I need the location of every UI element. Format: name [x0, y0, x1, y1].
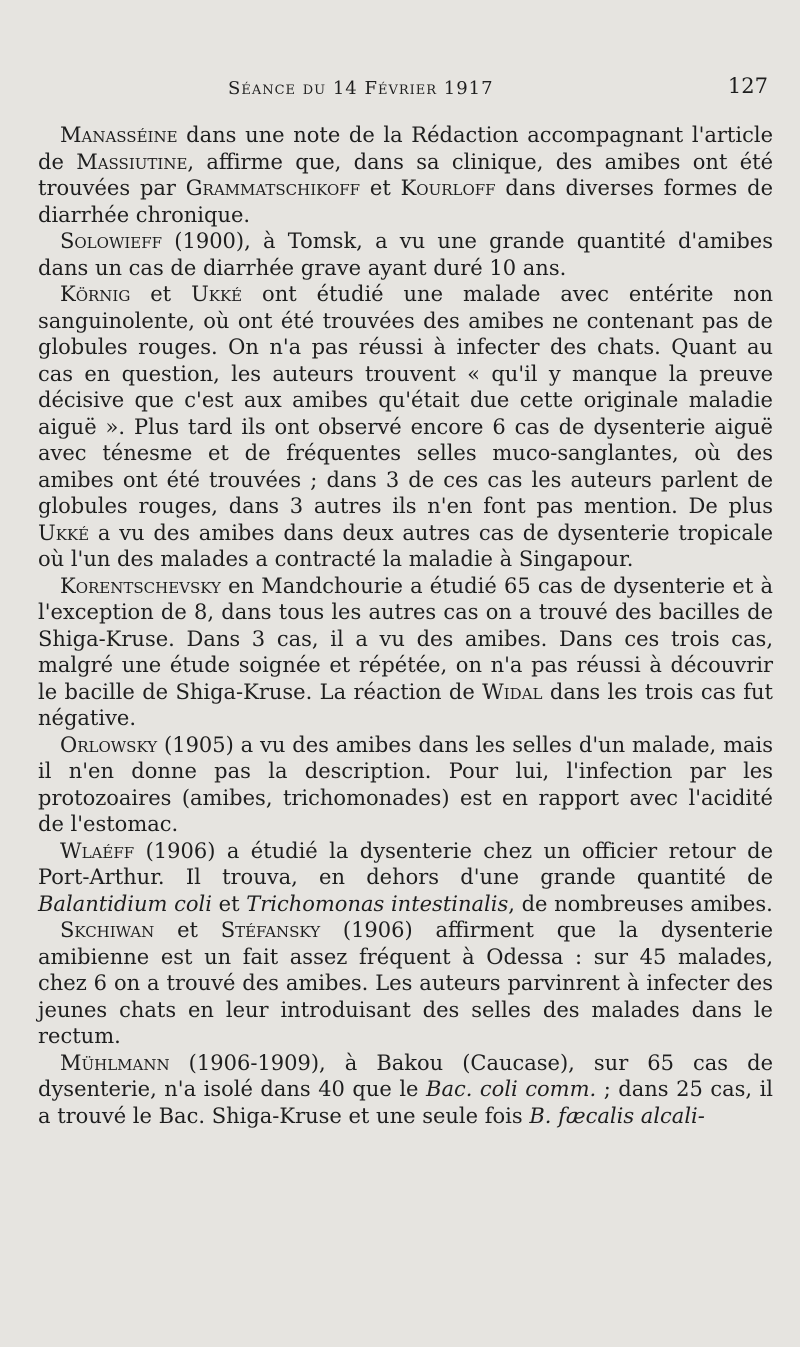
page-header [38, 74, 768, 106]
text-span: et [130, 282, 192, 306]
author-name: Ukké [38, 520, 90, 545]
page-number: 127 [727, 74, 768, 98]
text-span: et [211, 891, 247, 916]
text-span: (1906) affirment que la dysenterie amibienne est un fait assez fréquent à Odessa : sur 45 malades, chez 6 on a trouvé des amibes. Les auteurs parvinrent à infecter des jeunes chats en leur introduisant des selles des malades dans le rectum. [38, 918, 773, 1048]
species-name: B. fæcalis alcali- [529, 1103, 705, 1128]
author-name: Korentschevsky [60, 573, 221, 598]
author-name: Skchiwan [60, 918, 155, 942]
author-name: Mühlmann [60, 1050, 170, 1075]
species-name: Bac. coli comm. [426, 1077, 597, 1101]
author-name: Kourloff [400, 176, 496, 200]
author-name: Körnig [60, 282, 131, 306]
body-text [38, 122, 773, 1129]
paragraph-korentschevsky [38, 573, 773, 732]
paragraph-wlaeff [38, 838, 773, 918]
text-span: et [154, 918, 221, 942]
text-span: (1905) a vu des amibes dans les selles d'un malade, mais il n'en donne pas la description. Pour lui, l'infection par les protozoaires (amibes, trichomonades) est en rapport avec l'acidité de l'estomac. [38, 732, 773, 836]
species-name: Balantidium coli [38, 891, 212, 916]
text-span: ; dans 25 cas, il a trouvé le Bac. Shiga-Kruse et une seule fois [38, 1077, 773, 1128]
author-name: Stéfansky [220, 918, 321, 942]
text-span: (1906) a étudié la dysenterie chez un officier retour de Port-Arthur. Il trouva, en dehors d'une grande quantité de [38, 838, 773, 889]
author-name: Massiutine [76, 149, 188, 174]
text-span: (1900), à Tomsk, a vu une grande quantité d'amibes dans un cas de diarrhée grave ayant duré 10 ans. [38, 229, 773, 280]
text-span: dans diverses formes de diarrhée chronique. [38, 176, 773, 227]
paragraph-muhlmann [38, 1050, 773, 1130]
paragraph-manasseine [38, 122, 773, 228]
text-span: , affirme que, dans sa clinique, des amibes ont été trouvées par [38, 149, 774, 200]
paragraph-kornig-ukke [38, 281, 773, 573]
paragraph-solowieff [38, 228, 773, 281]
text-span: en Mandchourie a étudié 65 cas de dysenterie et à l'exception de 8, dans tous les autres cas on a trouvé des bacilles de Shiga-Kruse. Dans 3 cas, il a vu des amibes. Dans ces trois cas, malgré une étude soignée et répétée, on n'a pas réussi à découvrir le bacille de Shiga-Kruse. La réaction de [38, 573, 773, 704]
text-span: (1906-1909), à Bakou (Caucase), sur 65 cas de dysenterie, n'a isolé dans 40 que le [38, 1050, 773, 1101]
author-name: Grammatschikoff [185, 176, 361, 200]
text-span: dans une note de la Rédaction accompagnant l'article de [38, 123, 773, 174]
running-title: Séance du 14 Février 1917 [228, 78, 494, 99]
paragraph-skchiwan-stefansky [38, 917, 773, 1050]
text-span: et [360, 176, 401, 200]
author-name: Solowieff [60, 229, 163, 253]
species-name: Trichomonas intestinalis [246, 891, 509, 916]
text-span: a vu des amibes dans deux autres cas de dysenterie tropicale où l'un des malades a contracté la maladie à Singapour. [38, 520, 773, 571]
paragraph-orlowsky [38, 732, 773, 838]
text-span: , de nombreuses amibes. [508, 891, 773, 916]
author-name: Widal [482, 679, 543, 704]
text-span: ont étudié une malade avec entérite non sanguinolente, où ont été trouvées des amibes ne contenant pas de globules rouges. On n'a pas réussi à infecter des chats. Quant au cas en question, les auteurs trouvent « qu'il y manque la preuve décisive que c'est aux amibes qu'était due cette originale maladie aiguë ». Plus tard ils ont observé encore 6 cas de dysenterie aiguë avec ténesme et de fréquentes selles muco-sanglantes, où des amibes ont été trouvées ; dans 3 de ces cas les auteurs parlent de globules rouges, dans 3 autres ils n'en font pas mention. De plus [38, 282, 773, 518]
text-span: dans les trois cas fut négative. [38, 679, 773, 730]
author-name: Orlowsky [60, 732, 158, 757]
author-name: Wlaéff [60, 838, 135, 863]
author-name: Ukké [191, 282, 243, 306]
author-name: Manasséine [60, 123, 178, 147]
